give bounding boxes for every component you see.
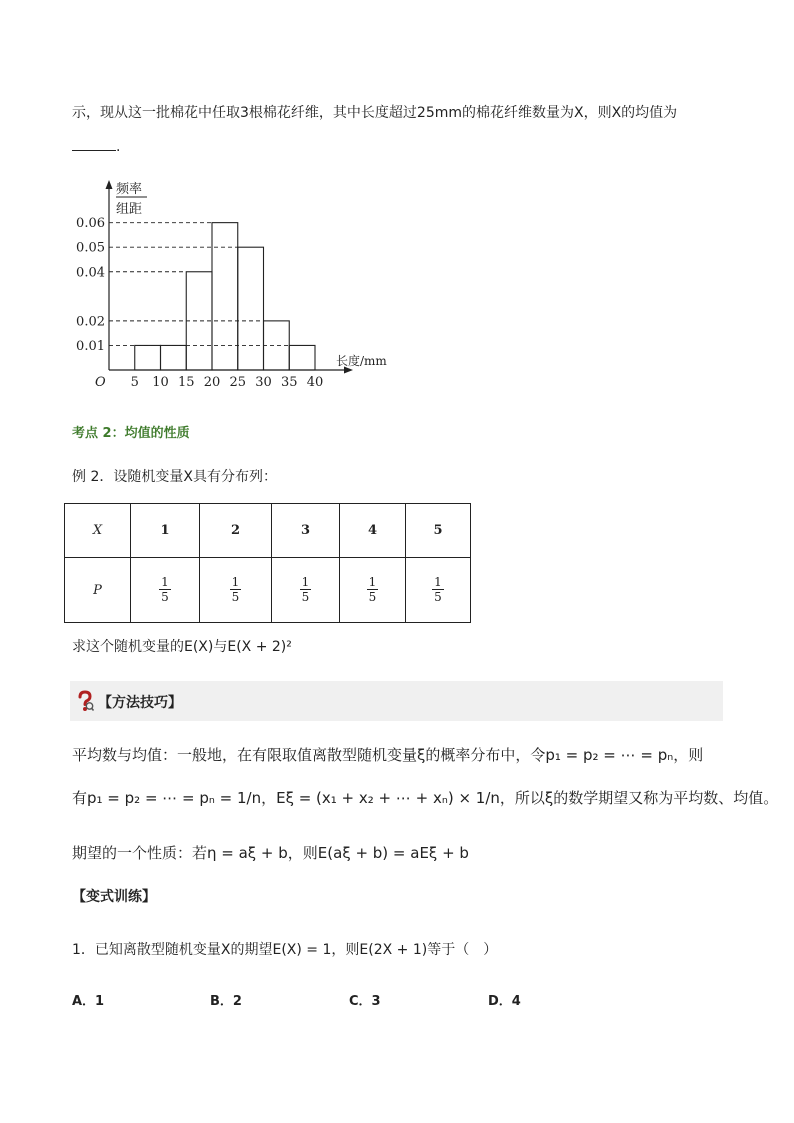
option-b[interactable]: B．2	[210, 994, 242, 1009]
table-row-p	[65, 558, 471, 623]
y-tick-label: 0.05	[76, 240, 105, 256]
answer-blank	[72, 138, 120, 155]
blank-underline[interactable]	[72, 138, 116, 151]
fraction: $\frac{1}{5}$	[231, 575, 240, 604]
example-title: 例 2．设随机变量X具有分布列：	[72, 469, 277, 485]
tip-paragraph-3: 期望的一个性质：若η = aξ + b，则E(aξ + b) = aEξ + b	[72, 844, 469, 862]
fraction: $\frac{1}{5}$	[368, 575, 377, 604]
table-cell-p	[200, 558, 272, 623]
y-tick-label: 0.06	[76, 216, 105, 232]
option-a[interactable]: A．1	[72, 994, 105, 1009]
tip-paragraph-1: 平均数与均值：一般地，在有限取值离散型随机变量ξ的概率分布中，令p₁ = p₂ = ⋯ = pₙ，则	[72, 746, 704, 764]
fraction: $\frac{1}{5}$	[434, 575, 442, 604]
x-tick-label: 35	[280, 375, 298, 390]
histogram-chart	[60, 172, 400, 394]
y-tick-label: 0.01	[76, 338, 105, 354]
kaodian-heading: 考点 2：均值的性质	[72, 426, 190, 441]
table-row-x	[65, 504, 471, 558]
x-tick-label: 40	[306, 375, 324, 390]
table-cell-x: 5	[406, 504, 471, 558]
histogram-bar	[238, 247, 264, 370]
table-header-p: P	[65, 558, 131, 623]
histogram-bar	[161, 345, 187, 370]
tip-paragraph-2: 有p₁ = p₂ = ⋯ = pₙ = 1/n，Eξ = (x₁ + x₂ + ⋯ + xₙ) × 1/n，所以ξ的数学期望又称为平均数、均值。	[72, 789, 779, 807]
table-cell-x: 1	[131, 504, 200, 558]
histogram-bar	[212, 223, 238, 370]
fraction: $\frac{1}{5}$	[301, 575, 310, 604]
variant-training-heading: 【变式训练】	[72, 889, 156, 905]
y-tick-label: 0.02	[76, 314, 105, 330]
y-tick-label: 0.04	[76, 265, 105, 281]
x-tick-label: 10	[152, 375, 169, 390]
y-label-numerator: 频率	[116, 182, 143, 197]
table-cell-p	[406, 558, 471, 623]
y-axis-arrow	[106, 180, 113, 189]
x-axis-label: 长度/mm	[336, 354, 387, 368]
histogram-bar	[289, 345, 315, 370]
question-mark-icon	[76, 690, 94, 712]
x-tick-label: 20	[203, 375, 221, 390]
table-cell-x: 4	[340, 504, 406, 558]
method-tips-title: 【方法技巧】	[98, 695, 182, 711]
blank-period: .	[116, 139, 121, 155]
y-label-denominator: 组距	[116, 202, 143, 217]
table-cell-x: 2	[200, 504, 272, 558]
x-tick-label: 25	[229, 375, 247, 390]
option-c[interactable]: C．3	[349, 994, 381, 1009]
x-tick-label: 5	[130, 375, 139, 390]
table-header-x: X	[65, 504, 131, 558]
histogram-bar	[135, 345, 161, 370]
table-cell-p	[131, 558, 200, 623]
table-cell-p	[340, 558, 406, 623]
table-cell-x: 3	[272, 504, 340, 558]
x-tick-label: 15	[177, 375, 195, 390]
question-text: 求这个随机变量的E(X)与E(X + 2)²	[72, 639, 292, 655]
question-1: 1．已知离散型随机变量X的期望E(X) = 1，则E(2X + 1)等于（ ）	[72, 942, 498, 958]
table-cell-p	[272, 558, 340, 623]
intro-line: 示，现从这一批棉花中任取3根棉花纤维，其中长度超过25mm的棉花纤维数量为X，则X的均值为	[72, 105, 678, 121]
origin-label: O	[95, 375, 106, 390]
x-tick-label: 30	[255, 375, 272, 390]
option-d[interactable]: D．4	[488, 994, 521, 1009]
distribution-table	[64, 503, 471, 623]
fraction: $\frac{1}{5}$	[161, 575, 169, 604]
